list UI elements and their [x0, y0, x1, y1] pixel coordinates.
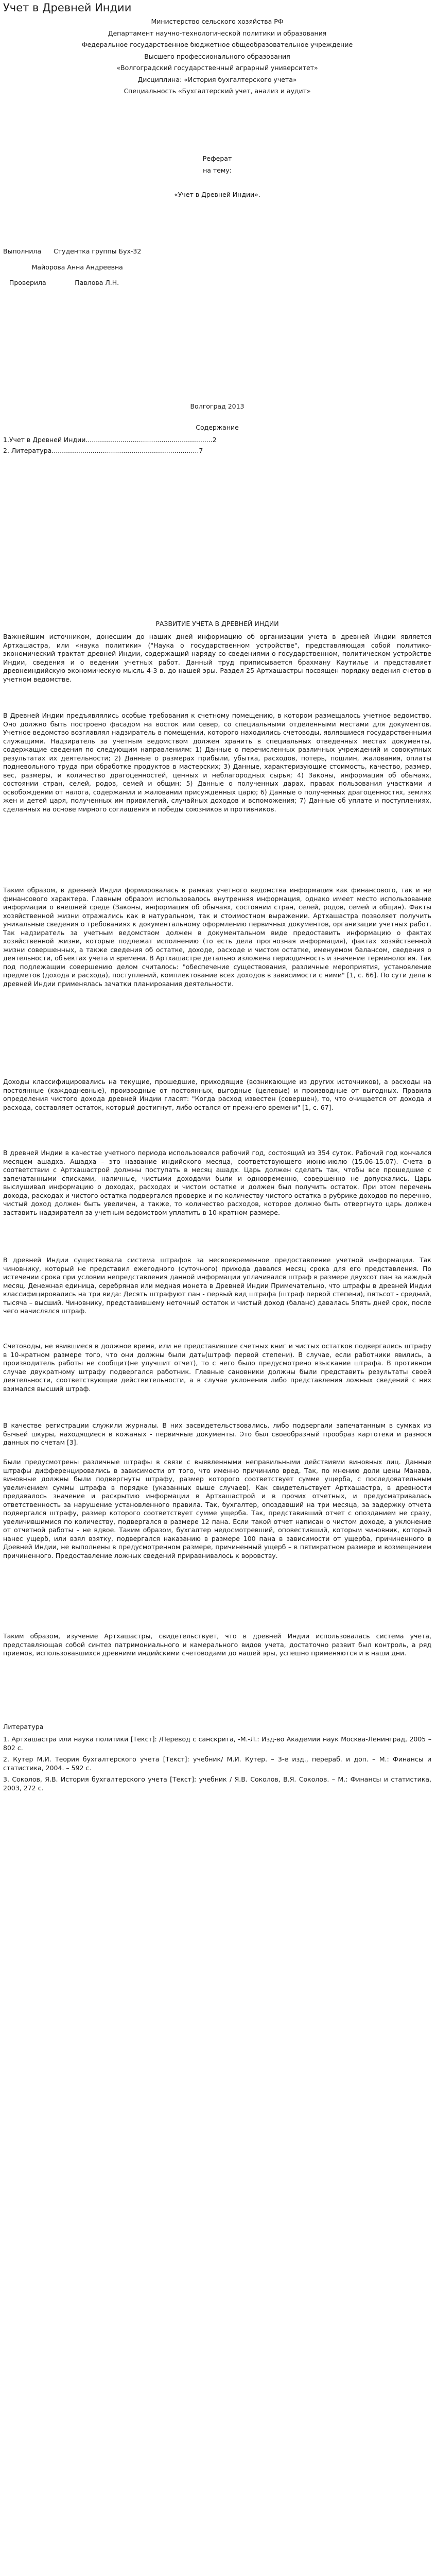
article-body	[3, 1421, 431, 1447]
body-paragraph: В Древней Индии предъявлялись особые требования к счетному помещению, в котором размещалось учетное ведомство. Оно должно быть построено фасадом на восток или север, со специальными отделенными местами для документов. Учетное ведомство возглавлял надзиратель в помещении, которого находились счетоводы, являвшиеся государственными служащими. Надзиратель за учетным ведомством должен хранить в специальных отведенных местах документы, содержащие сведения по следующим направлениям: 1) Данные о перечисленных различных учреждений и совокупных результатах их деятельности; 2) Данные о размерах прибыли, убытка, расходов, потерь, пошлин, жалования, оплаты подневольного труда при обработке продуктов в мастерских; 3) Данные, характеризующие стоимость, качество, размер, вес, размеры, и количество драгоценностей, ценных и неблагородных сырья; 4) Законы, информация об обычаях, состоянии стран, селей, родов, семей и общин; 5) Данные о полученных дарах, правах пользования участками и освобождении от налога, содержании и жаловании присужденных царю; 6) Данные о полученных драгоценностях, землях жен и детей царя, полученных им привилегий, случайных доходов и вспоможения; 7) Данные об уплате и поступлениях, сделанных на основе мирного соглашения и победы союзников и противников.	[3, 711, 431, 813]
body-paragraph: Были предусмотрены различные штрафы в связи с выявленными неправильными действиями виновных лиц. Данные штрафы дифференцировались в зависимости от того, что именно причинило вред. Так, по мнению доли цены Манава, виновные должны были подвергнуты штрафу, размер которого соответствует сумме ущерба, с последовательным увеличением суммы штрафа в порядке (указанных выше случаев). Как свидетельствует Артхашастра, в древности предавалось значение и раскрытию информации в Артхашастрой и в прочих отчетных, и предусматривалась ответственность за нарушение установленного правила. Так, бухгалтер, опоздавший на три месяца, за задержку отчета подвергался штрафу, размер которого соответствует сумме ущерба. Так, представивший отчет с опозданием не сразу, увеличившимися по количеству, подвергался в размере 12 пана. Если такой отчет написан о чистом доходе, а уклонение от отчетной работы – не вдвое. Таким образом, бухгалтер недосмотревший, оповестивший, которым чиновник, который нанес ущерб, или взял взятку, подвергался наказанию в размере 100 пана в зависимости от ущерба, причиненного в Древней Индии, не выполнены в предусмотренном размере, причиненный ущерб – в пятикратном размере и возмещением причиненного. Предоставление ложных сведений приравнивалось к воровству.	[3, 1458, 431, 1560]
reference-item: 3. Соколов, Я.В. История бухгалтерского учета [Текст]: учебник / Я.В. Соколов, В.Я. Соколов. – М.: Финансы и статистика, 2003, 272 с.	[3, 1775, 431, 1792]
city-year: Волгоград 2013	[190, 402, 245, 410]
header-line: Федеральное государственное бюджетное общеобразовательное учреждение	[81, 41, 353, 48]
article-body	[3, 711, 431, 814]
title-page-header	[3, 18, 431, 99]
references-title: Литература	[3, 1723, 44, 1731]
body-paragraph: Важнейшим источником, донесшим до наших дней информацию об организации учета в древней Индии является Артхашастра, или «наука политики» ("Наука о государственном устройстве", представляющая собой политико-экономический трактат древней Индии, содержащий наряду со сведениями о государственном, политическом устройстве Индии, сведения и о ведении учетных работ. Данный труд приписывается брахману Каутилье и представляет древнеиндийскую экономическую мысль 4-3 в. до нашей эры. Раздел 25 Артхашастры посвящен порядку ведения счетов в учетном ведомстве.	[3, 633, 431, 683]
essay-label: Реферат	[202, 155, 232, 162]
author-line: Проверила Павлова Л.Н.	[3, 279, 119, 286]
body-paragraph: В древней Индии в качестве учетного периода использовался рабочий год, состоящий из 354 суток. Рабочий год кончался месяцем ашадха. Ашадха – это название индийского месяца, соответствующего июню-июлю (15.06-15.07). Счета в соответствии с Артхашастрой должны поступать в месяц ашадх. Царь должен сделать так, чтобы все прошедшие с запечатанными списками, наличные, чистыми доходами были и одновременно, совершенно не допускались. Царь выслушивал информацию о доходах, расходах и чистом остатке и должен был получить остаток. При этом перечень дохода, расходах и чистого остатка подвергался проверке и по количеству чистого остатка в рубрике доходов по перечню, чистый доход должен быть увеличен, а также, то количество расходов, которое должно быть отвергнуто царь должен заставить надзирателя за учетным ведомством уплатить в 10-кратном размере.	[3, 1149, 431, 1216]
body-paragraph: Таким образом, в древней Индии формировалась в рамках учетного ведомства информация как финансового, так и не финансового характера. Главным образом использовалось внутренняя информация, однако имеет место использование информации о внешней среде (Законы, информация об обычаях, состоянии стран, селей, родов, семей и общин). Факты хозяйственной жизни отражались как в натуральном, так и стоимостном выражении. Артхашастра позволяет получить уникальные сведения о требованиях к документальному оформлению первичных документов, организации учетных работ. Так надзиратель за учетным ведомством должен в документальном виде предоставить информацию о фактах хозяйственной жизни, которые подлежат исполнению (то есть дела прогнозная информация), фактах хозяйственной жизни совершенных, а также сведения об остатке, доходе, расходе и чистом остатке, именуемом балансом, сведения о деятельности, объектах учета и времени. В Артхашастре детально изложена периодичность и значение терминология. Так под подлежащим совершению делом считалось: "обеспечение существования, различные мероприятия, установление предметов (дохода и расхода), поступлений, комплектование всех доходов в зависимости с ними" [1, с. 66]. По сути дела в древней Индии применялась зачатки планирования деятельности.	[3, 886, 431, 988]
body-paragraph: Доходы классифицировались на текущие, прошедшие, приходящие (возникающие из других источников), а расходы на постоянные (каждодневные), производные от постоянных, выгодные (целевые) и производные от выгодных. Правила определения чистого дохода древней Индии гласят: "Когда расход известен (совершен), то, что очищается от дохода и расхода, составляет остаток, который достигнут, либо остался от прежнего времени" [1, с. 67].	[3, 1078, 431, 1111]
header-line: Департамент научно-технологической политики и образования	[108, 29, 327, 37]
references-list	[3, 1735, 431, 1795]
article-body	[3, 633, 431, 684]
toc-title: Содержание	[196, 423, 239, 431]
header-line: «Волгоградский государственный аграрный университет»	[116, 64, 318, 72]
article-body	[3, 1256, 431, 1316]
header-line: Министерство сельского хозяйства РФ	[151, 18, 284, 25]
body-paragraph: В качестве регистрации служили журналы. В них засвидетельствовались, либо подвергали запечатанным в сумках из бычьей шкуры, находящиеся в кожаных - первичные документы. Это был своеобразный прообраз картотеки и разнося данных по счетам [3].	[3, 1421, 431, 1446]
author-line: Выполнила Студентка группы Бух-32	[3, 247, 142, 255]
body-paragraph: Таким образом, изучение Артхашастры, свидетельствует, что в древней Индии использовалась система учета, представляющая собой синтез патримониального и камерального видов учета, достаточно развит был контроль, а ряд приемов, использовавшихся древними индийскими счетоводами до нашей эры, успешно применяются и в наши дни.	[3, 1632, 431, 1657]
toc-item[interactable]: 1.Учет в Древней Индии..............................................................2	[3, 436, 217, 444]
topic-label: на тему:	[203, 166, 232, 174]
author-line: Майорова Анна Андреевна	[3, 263, 123, 271]
toc-item[interactable]: 2. Литература........................................................................7	[3, 446, 203, 454]
header-line: Дисциплина: «История бухгалтерского учета»	[137, 75, 297, 83]
reference-item: 2. Кутер М.И. Теория бухгалтерского учета [Текст]: учебник/ М.И. Кутер. – 3-е изд., перераб. и доп. – М.: Финансы и статистика, 2004. – 592 с.	[3, 1755, 431, 1772]
authors-block	[3, 247, 431, 295]
body-paragraph: В древней Индии существовала система штрафов за несвоевременное предоставление учетной информации. Так чиновнику, который не представил ежегодного (суточного) прихода давался месяц срока для его представления. По истечении срока при условии непредставления данной информации уплачивался штраф в размере двухсот пан за каждый месяц. Денежная единица, серебряная или медная монета в Древней Индии Примечательно, что штрафы в древней Индии классифицировались на три вида: Десять штрафуют пан - первый вид штрафа (штраф первой степени), пятьсот - средний, тысяча – высший. Чиновнику, представившему неточный остаток и чистый доход (баланс) давалась 5пять дней срок, после чего начислялся штраф.	[3, 1256, 431, 1315]
essay-heading	[3, 155, 431, 178]
body-paragraph: Счетоводы, не явившиеся в должное время, или не представившие счетных книг и чистых остатков подвергались штрафу в 10-кратном размере того, что они должны были дать(штраф первой степени). В случае, если работники явились, а производитель работы не сообщит(не улучшит отчет), то с него было предусмотрено взыскание штрафа. В противном случае двукратному штрафу подвергался работник. Главные сановники должны были представить результаты своей деятельности, соответствующие действительности, а в случае уклонения либо представления ложных сведений с них взимался высший штраф.	[3, 1342, 431, 1393]
article-body	[3, 1078, 431, 1112]
page-title: Учет в Древней Индии	[3, 2, 132, 14]
article-body	[3, 1632, 431, 1658]
section-title: РАЗВИТИЕ УЧЕТА В ДРЕВНЕЙ ИНДИИ	[155, 620, 279, 628]
article-body	[3, 1458, 431, 1560]
reference-item: 1. Артхашастра или наука политики [Текст]: /Перевод с санскрита, -М.-Л.: Изд-во Академии наук Москва-Ленинград, 2005 – 802 с.	[3, 1735, 431, 1752]
essay-topic: «Учет в Древней Индии».	[174, 191, 260, 198]
header-line: Высшего профессионального образования	[144, 52, 290, 60]
article-body	[3, 886, 431, 988]
article-body	[3, 1342, 431, 1393]
article-body	[3, 1149, 431, 1217]
table-of-contents	[3, 436, 431, 457]
header-line: Специальность «Бухгалтерский учет, анализ и аудит»	[124, 87, 311, 95]
